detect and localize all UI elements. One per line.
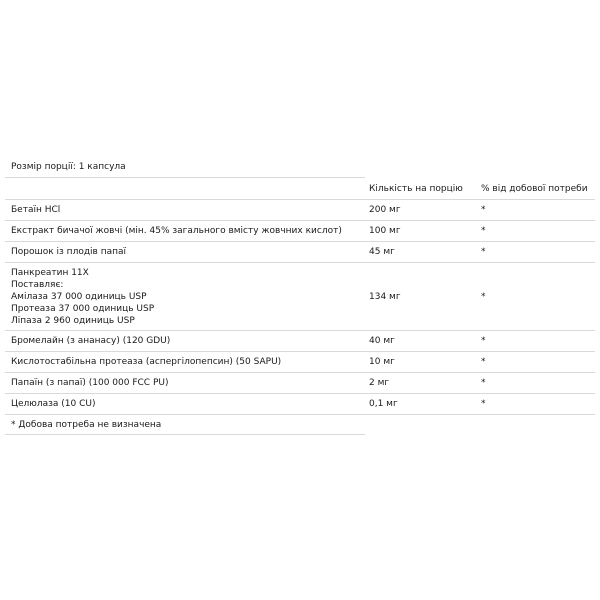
ingredient-name: Папаїн (з папаї) (100 000 FCC PU)	[11, 378, 169, 388]
ingredient-dv: *	[481, 291, 486, 302]
ingredient-line: Поставляє:	[11, 279, 64, 290]
header-amount: Кількість на порцію	[369, 184, 463, 194]
ingredient-line: Амілаза 37 000 одиниць USP	[11, 291, 147, 302]
ingredient-name: Порошок із плодів папаї	[11, 247, 127, 257]
ingredient-dv: *	[481, 336, 486, 346]
ingredient-line: Ліпаза 2 960 одиниць USP	[11, 315, 135, 326]
ingredient-amount: 45 мг	[369, 247, 395, 257]
table-row	[5, 242, 595, 263]
ingredient-amount: 134 мг	[369, 291, 401, 302]
ingredient-amount: 2 мг	[369, 378, 390, 388]
ingredient-line: Панкреатин 11X	[11, 267, 89, 278]
table-row	[5, 200, 595, 221]
ingredient-dv: *	[481, 399, 486, 409]
ingredient-name: Целюлаза (10 CU)	[11, 399, 96, 409]
table-row	[5, 373, 595, 394]
ingredient-dv: *	[481, 247, 486, 257]
table-row	[5, 263, 595, 331]
header-ingredient	[5, 178, 365, 199]
ingredient-dv: *	[481, 378, 486, 388]
ingredient-amount: 40 мг	[369, 336, 395, 346]
table-row	[5, 394, 595, 415]
footnote: * Добова потреба не визначена	[5, 415, 365, 435]
ingredient-dv: *	[481, 205, 486, 215]
header-daily-value: % від добової потреби	[481, 184, 588, 194]
table-row	[5, 221, 595, 242]
ingredient-amount: 200 мг	[369, 205, 401, 215]
ingredient-name: Кислотостабільна протеаза (аспергілопепсин) (50 SAPU)	[11, 357, 282, 367]
ingredient-name-multiline	[5, 267, 365, 327]
serving-size: Розмір порції: 1 капсула	[5, 157, 365, 178]
ingredient-name: Екстракт бичачої жовчі (мін. 45% загального вмісту жовчних кислот)	[11, 226, 342, 236]
ingredient-dv: *	[481, 226, 486, 236]
supplement-facts-table	[5, 157, 595, 435]
ingredient-name: Бромелайн (з ананасу) (120 GDU)	[11, 336, 171, 346]
table-header	[5, 178, 595, 200]
ingredient-amount: 10 мг	[369, 357, 395, 367]
ingredient-name: Бетаїн HCl	[11, 205, 61, 215]
table-row	[5, 331, 595, 352]
ingredient-amount: 0,1 мг	[369, 399, 398, 409]
ingredient-line: Протеаза 37 000 одиниць USP	[11, 303, 155, 314]
ingredient-dv: *	[481, 357, 486, 367]
ingredient-amount: 100 мг	[369, 226, 401, 236]
table-row	[5, 352, 595, 373]
